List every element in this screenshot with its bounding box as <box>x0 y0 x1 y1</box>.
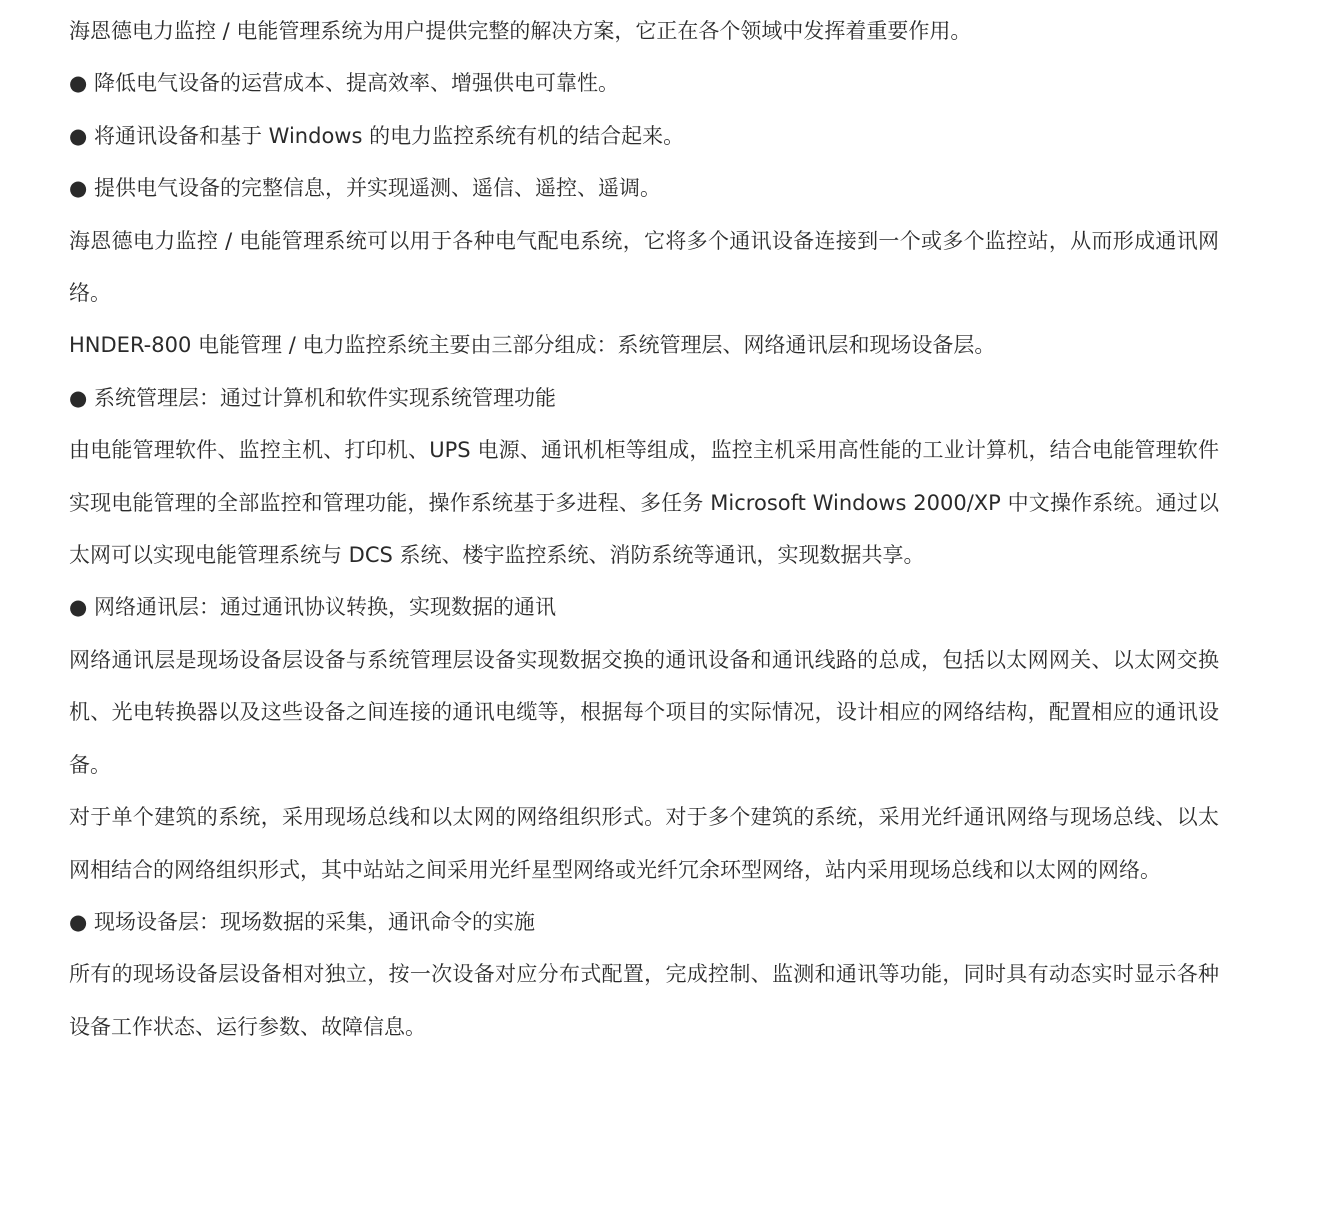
network-organization-paragraph: 对于单个建筑的系统，采用现场总线和以太网的网络组织形式。对于多个建筑的系统，采用光纤通讯网络与现场总线、以太网相结合的网络组织形式，其中站站之间采用光纤星型网络或光纤冗余环型网络，站内采用现场总线和以太网的网络。 <box>69 805 1219 882</box>
bullet-field-device-layer: ● 现场设备层：现场数据的采集，通讯命令的实施 <box>69 909 535 934</box>
bullet-complete-info: ● 提供电气设备的完整信息，并实现遥测、遥信、遥控、遥调。 <box>69 176 661 201</box>
bullet-system-management-layer: ● 系统管理层：通过计算机和软件实现系统管理功能 <box>69 385 556 410</box>
application-paragraph: 海恩德电力监控 / 电能管理系统可以用于各种电气配电系统，它将多个通讯设备连接到一个或多个监控站，从而形成通讯网络。 <box>69 228 1219 306</box>
network-layer-description: 网络通讯层是现场设备层设备与系统管理层设备实现数据交换的通讯设备和通讯线路的总成，包括以太网网关、以太网交换机、光电转换器以及这些设备之间连接的通讯电缆等，根据每个项目的实际情况，设计相应的网络结构，配置相应的通讯设备。 <box>69 647 1219 777</box>
system-management-description: 由电能管理软件、监控主机、打印机、UPS 电源、通讯机柜等组成，监控主机采用高性能的工业计算机，结合电能管理软件实现电能管理的全部监控和管理功能，操作系统基于多进程、多任务 Microsoft Windows 2000/XP 中文操作系统。通过以太网可以实现电能管理系统与 DCS 系统、楼宇监控系统、消防系统等通讯，实现数据共享。 <box>69 438 1219 568</box>
intro-paragraph: 海恩德电力监控 / 电能管理系统为用户提供完整的解决方案，它正在各个领域中发挥着重要作用。 <box>69 19 972 43</box>
article-body <box>69 5 1219 1053</box>
bullet-network-layer: ● 网络通讯层：通过通讯协议转换，实现数据的通讯 <box>69 595 556 620</box>
field-device-description: 所有的现场设备层设备相对独立，按一次设备对应分布式配置，完成控制、监测和通讯等功能，同时具有动态实时显示各种设备工作状态、运行参数、故障信息。 <box>69 962 1219 1039</box>
composition-paragraph: HNDER-800 电能管理 / 电力监控系统主要由三部分组成：系统管理层、网络通讯层和现场设备层。 <box>69 333 996 358</box>
bullet-combine-windows: ● 将通讯设备和基于 Windows 的电力监控系统有机的结合起来。 <box>69 123 685 148</box>
bullet-reduce-cost: ● 降低电气设备的运营成本、提高效率、增强供电可靠性。 <box>69 71 619 96</box>
